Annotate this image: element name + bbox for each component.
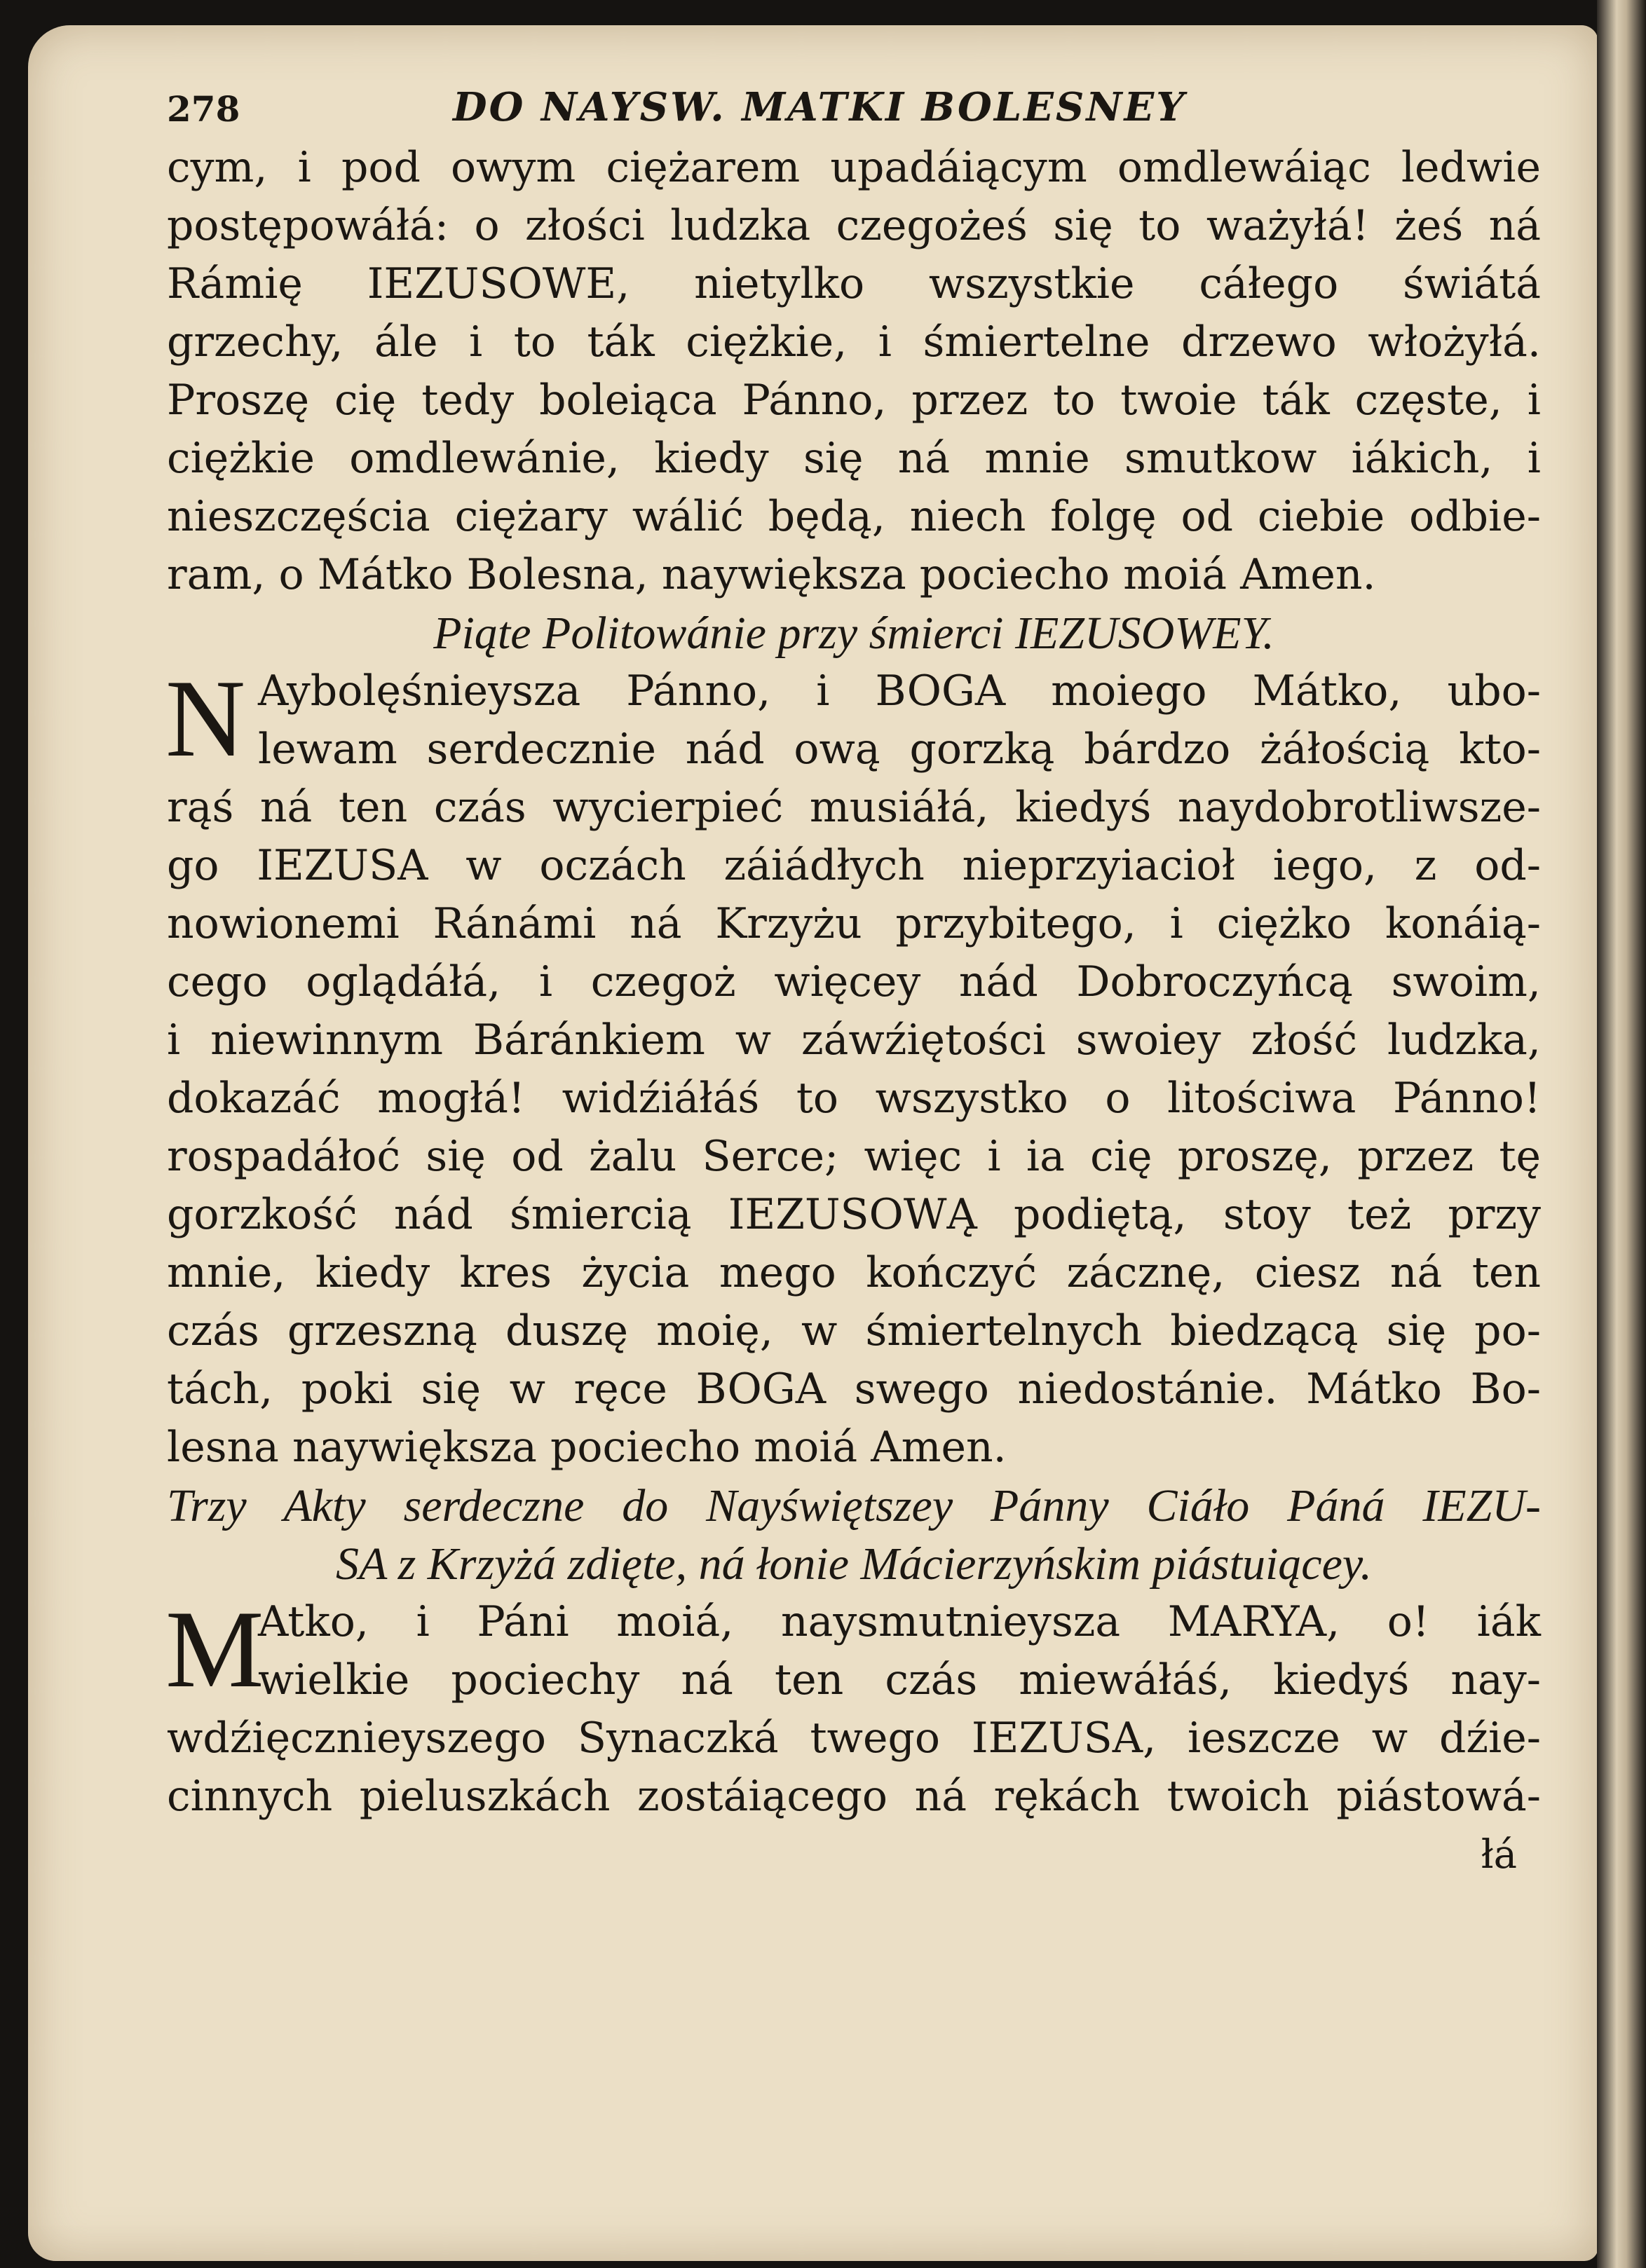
text-line: Atko, i Páni moiá, naysmutnieysza MARYA, o! iák: [258, 1597, 1541, 1646]
text-line: lewam serdecznie nád ową gorzką bárdzo żáłością kto-: [258, 725, 1541, 774]
text-line: ram, o Mátko Bolesna, naywiększa pociecho moiá Amen.: [167, 550, 1376, 599]
text-line: dokazáć mogłá! widźiáłáś to wszystko o litościwa Pánno!: [167, 1074, 1541, 1123]
page-content: [167, 84, 1541, 1884]
text-line: tách, poki się w ręce BOGA swego niedostánie. Mátko Bo-: [167, 1365, 1541, 1414]
section-heading: Piąte Politowánie przy śmierci IEZUSOWEY.: [433, 608, 1274, 659]
text-line: go IEZUSA w oczách záiádłych nieprzyiacioł iego, z od-: [167, 841, 1541, 890]
text-line: mnie, kiedy kres życia mego kończyć zácznę, ciesz ná ten: [167, 1248, 1541, 1297]
text-line: Proszę cię tedy boleiąca Pánno, przez to twoie ták częste, i: [167, 376, 1541, 425]
text-line: grzechy, ále i to ták ciężkie, i śmiertelne drzewo włożyłá.: [167, 317, 1541, 367]
text-line: gorzkość nád śmiercią IEZUSOWĄ podiętą, stoy też przy: [167, 1190, 1541, 1239]
text-line: i niewinnym Báránkiem w záwźiętości swoiey złość ludzka,: [167, 1016, 1541, 1065]
text-line: Aybolęśnieysza Pánno, i BOGA moiego Mátko, ubo-: [258, 667, 1541, 716]
page-number: 278: [167, 88, 240, 130]
text-line: Rámię IEZUSOWE, nietylko wszystkie cáłego świátá: [167, 259, 1541, 308]
paragraph-act-1: [165, 1588, 1541, 1711]
paragraph-prayer-5-continued: [167, 779, 1541, 1477]
text-line: nowionemi Ránámi ná Krzyżu przybitego, i ciężko konáią-: [167, 899, 1541, 948]
paragraph-prayer-5: [165, 657, 1541, 780]
text-line: ciężkie omdlewánie, kiedy się ná mnie smutkow iákich, i: [167, 434, 1541, 483]
section-heading: SA z Krzyżá zdięte, ná łonie Mácierzyńskim piástuiącey.: [335, 1538, 1373, 1590]
text-line: lesna naywiększa pociecho moiá Amen.: [167, 1423, 1007, 1472]
text-line: cego oglądáłá, i czegoż więcey nád Dobroczyńcą swoim,: [167, 957, 1541, 1006]
text-line: postępowáłá: o złości ludzka czegożeś się to ważyłá! żeś ná: [167, 201, 1541, 250]
text-line: rąś ná ten czás wycierpieć musiáłá, kiedyś naydobrotliwsze-: [167, 783, 1541, 832]
page-gutter: [1597, 0, 1646, 2268]
section-heading: Trzy Akty serdeczne do Nayświętszey Pánny Ciáło Páná IEZU-: [167, 1480, 1541, 1531]
drop-cap: M: [165, 1588, 264, 1711]
running-header: [167, 84, 1541, 139]
text-line: czás grzeszną duszę moię, w śmiertelnych biedzącą się po-: [167, 1306, 1541, 1355]
paragraph-act-1-continued: [167, 1709, 1541, 1826]
text-line: cinnych pieluszkách zostáiącego ná rękách twoich piástowá-: [167, 1772, 1541, 1821]
paragraph-prayer-4: [167, 139, 1541, 604]
text-line: wdźięcznieyszego Synaczká twego IEZUSA, ieszcze w dźie-: [167, 1714, 1541, 1763]
running-title: DO NAYSW. MATKI BOLESNEY: [453, 84, 1187, 130]
text-line: wielkie pociechy ná ten czás miewáłáś, kiedyś nay-: [258, 1655, 1541, 1705]
text-line: rospadáłoć się od żalu Serce; więc i ia cię proszę, przez tę: [167, 1132, 1541, 1181]
text-line: cym, i pod owym ciężarem upadáiącym omdlewáiąc ledwie: [167, 143, 1541, 192]
drop-cap: N: [165, 657, 246, 780]
text-line: nieszczęścia ciężary wálić będą, niech folgę od ciebie odbie-: [167, 492, 1541, 541]
catchword: łá: [1481, 1832, 1517, 1878]
